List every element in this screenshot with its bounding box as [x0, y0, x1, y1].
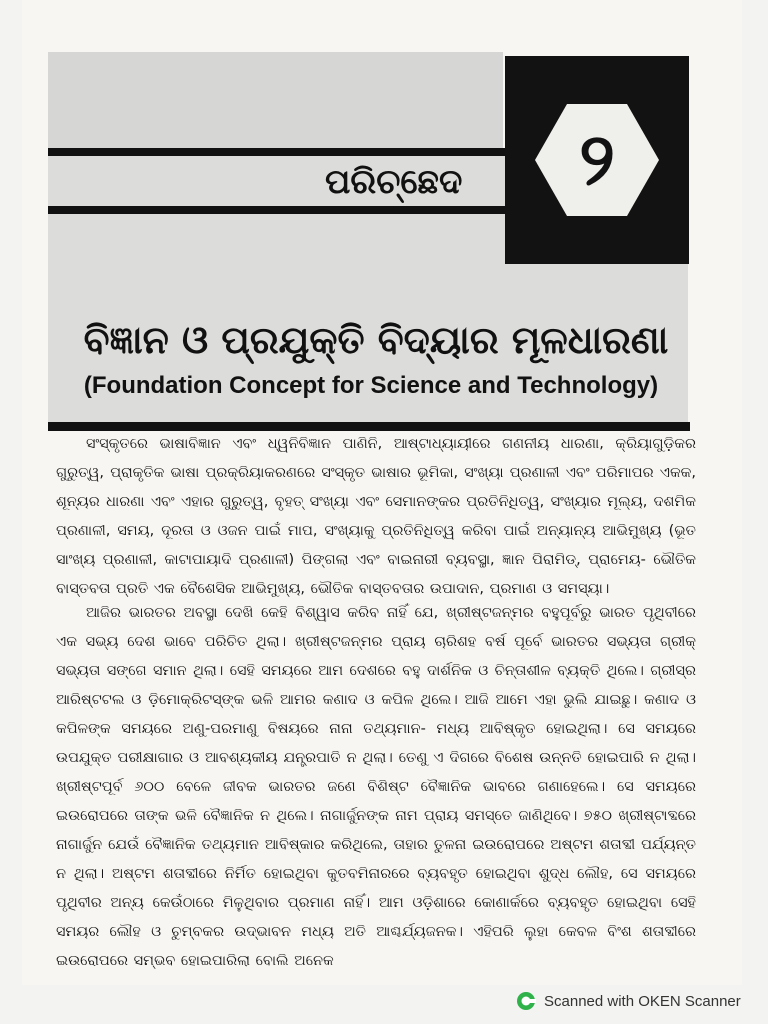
chapter-number: ୨	[579, 117, 615, 201]
body-paragraph-1: ସଂସ୍କୃତରେ ଭାଷାବିଜ୍ଞାନ ଏବଂ ଧ୍ୱନିବିଜ୍ଞାନ ପାଣିନି, ଆଷ୍ଟାଧ୍ୟାୟୀରେ ଗଣନୀୟ ଧାରଣା, କ୍ରିୟାଗୁଡ଼ିକର ଗୁରୁତ୍ୱ, ପ୍ରାକୃତିକ ଭାଷା ପ୍ରକ୍ରିୟାକରଣରେ ସଂସ୍କୃତ ଭାଷାର ଭୂମିକା, ସଂଖ୍ୟା ପ୍ରଣାଳୀ ଏବଂ ପରିମାପର ଏକକ, ଶୂନ୍ୟର ଧାରଣା ଏବଂ ଏହାର ଗୁରୁତ୍ୱ, ବୃହତ୍ ସଂଖ୍ୟା ଏବଂ ସେମାନଙ୍କର ପ୍ରତିନିଧିତ୍ୱ, ସଂଖ୍ୟାର ମୂଲ୍ୟ, ଦଶମିକ ପ୍ରଣାଳୀ, ସମୟ, ଦୂରତା ଓ ଓଜନ ପାଇଁ ମାପ, ସଂଖ୍ୟାକୁ ପ୍ରତିନିଧିତ୍ୱ କରିବା ପାଇଁ ଅନ୍ୟାନ୍ୟ ଆଭିମୁଖ୍ୟ (ଭୂତ ସାଂଖ୍ୟ ପ୍ରଣାଳୀ, କାଟାପାୟାଦି ପ୍ରଣାଳୀ) ପିଙ୍ଗଲା ଏବଂ ବାଇନାରୀ ବ୍ୟବସ୍ଥା, ଜ୍ଞାନ ପିରାମିଡ୍, ପ୍ରାମେୟ- ଭୌତିକ ବାସ୍ତବତା ପ୍ରତି ଏକ ବୈଶେସିକ ଆଭିମୁଖ୍ୟ, ଭୌତିକ ବାସ୍ତବତାର ଉପାଦାନ, ପ୍ରମାଣ ଓ ସମସ୍ୟା।	[56, 436, 696, 597]
scanner-label: Scanned with OKEN Scanner	[544, 992, 741, 1010]
oken-scanner-logo-icon	[516, 991, 536, 1011]
header-rule-top	[48, 148, 518, 156]
header-band-top	[48, 52, 503, 152]
chapter-number-box	[505, 56, 689, 264]
chapter-title-odia: ବିଜ୍ଞାନ ଓ ପ୍ରଯୁକ୍ତି ବିଦ୍ୟାର ମୂଳଧାରଣା	[83, 318, 669, 362]
chapter-label: ପରିଚ୍ଛେଦ	[325, 162, 463, 202]
body-paragraph-2: ଆଜିର ଭାରତର ଅବସ୍ଥା ଦେଖି କେହି ବିଶ୍ୱାସ କରିବ ନାହିଁ ଯେ, ଖ୍ରୀଷ୍ଟଜନ୍ମର ବହୁପୂର୍ବରୁ ଭାରତ ପୃଥିବୀରେ ଏକ ସଭ୍ୟ ଦେଶ ଭାବେ ପରିଚିତ ଥିଲା। ଖ୍ରୀଷ୍ଟଜନ୍ମର ପ୍ରାୟ ଚାରିଶହ ବର୍ଷ ପୂର୍ବେ ଭାରତର ସଭ୍ୟତା ଗ୍ରୀକ୍ ସଭ୍ୟତା ସଙ୍ଗେ ସମାନ ଥିଲା। ସେହି ସମୟରେ ଆମ ଦେଶରେ ବହୁ ଦାର୍ଶନିକ ଓ ଚିନ୍ତାଶୀଳ ବ୍ୟକ୍ତି ଥିଲେ। ଗ୍ରୀସ୍‌ର ଆରିଷ୍ଟଟଲ ଓ ଡ଼ିମୋକ୍ରିଟସ୍‌ଙ୍କ ଭଳି ଆମର କଣାଦ ଓ କପିଳ ଥିଲେ। ଆଜି ଆମେ ଏହା ଭୁଲି ଯାଇଛୁ। କଣାଦ ଓ କପିଳଙ୍କ ସମୟରେ ଅଣୁ-ପରମାଣୁ ବିଷୟରେ ନାନା ତଥ୍ୟମାନ- ମଧ୍ୟ ଆବିଷ୍କୃତ ହୋଇଥିଲା। ସେ ସମୟରେ ଉପଯୁକ୍ତ ପରୀକ୍ଷାଗାର ଓ ଆବଶ୍ୟକୀୟ ଯନ୍ତ୍ରପାତି ନ ଥିଲା। ତେଣୁ ଏ ଦିଗରେ ବିଶେଷ ଉନ୍ନତି ହୋଇପାରି ନ ଥିଲା। ଖ୍ରୀଷ୍ଟପୂର୍ବ ୬୦୦ ବେଳେ ଜୀବକ ଭାରତର ଜଣେ ବିଶିଷ୍ଟ ବୈଜ୍ଞାନିକ ଭାବରେ ଗଣାହେଲେ। ସେ ସମୟରେ ଇଉରୋପରେ ତାଙ୍କ ଭଳି ବୈଜ୍ଞାନିକ ନ ଥିଲେ। ନାଗାର୍ଜୁନଙ୍କ ନାମ ପ୍ରାୟ ସମସ୍ତେ ଜାଣିଥିବେ। ୭୫୦ ଖ୍ରୀଷ୍ଟାବ୍ଦରେ ନାଗାର୍ଜୁନ ଯେଉଁ ବୈଜ୍ଞାନିକ ତଥ୍ୟମାନ ଆବିଷ୍କାର କରିଥିଲେ, ତାହାର ତୁଳନା ଇଉରୋପରେ ଅଷ୍ଟମ ଶତାବ୍ଦୀ ପର୍ଯ୍ୟନ୍ତ ନ ଥିଲା। ଅଷ୍ଟମ ଶତାବ୍ଦୀରେ ନିର୍ମିତ ହୋଇଥିବା କୁତବମିନାରରେ ବ୍ୟବହୃତ ହୋଇଥିବା ଶୁଦ୍ଧ ଲୌହ, ସେ ସମୟରେ ପୃଥିବୀର ଅନ୍ୟ କେଉଁଠାରେ ମିଳୁଥିବାର ପ୍ରମାଣ ନାହିଁ। ଆମ ଓଡ଼ିଶାରେ କୋଣାର୍କରେ ବ୍ୟବହୃତ ହୋଇଥିବା ସେହି ସମୟର ଲୌହ ଓ ଚୁମ୍ବକର ଉଦ୍ଭାବନ ମଧ୍ୟ ଅତି ଆଶ୍ଚର୍ଯ୍ୟଜନକ। ଏହିପରି ଲୁହା କେବଳ ବିଂଶ ଶତାବ୍ଦୀରେ ଇଉରୋପରେ ସମ୍ଭବ ହୋଇପାରିଲା ବୋଲି ଅନେକ	[56, 605, 696, 969]
scanner-watermark	[516, 990, 741, 1012]
chapter-title-english: (Foundation Concept for Science and Technology)	[83, 372, 659, 399]
